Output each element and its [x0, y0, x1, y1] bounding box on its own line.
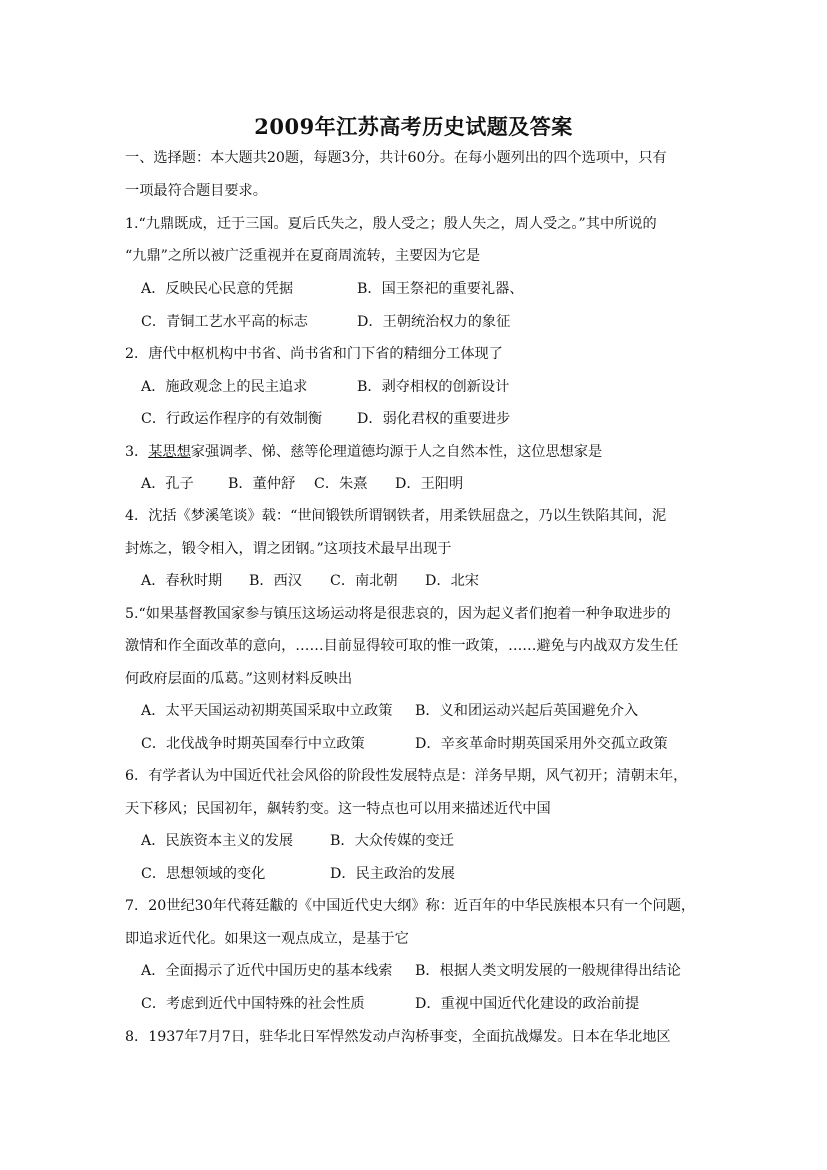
q3-option-c: C．朱熹	[314, 476, 368, 492]
q6-stem-line-1: 6．有学者认为中国近代社会风俗的阶段性发展特点是：洋务早期，风气初开；清朝末年，	[125, 768, 688, 784]
q4-stem-line-2: 封炼之，锻令相入，谓之团钢。”这项技术最早出现于	[125, 541, 452, 557]
q2-option-c: C．行政运作程序的有效制衡	[141, 411, 323, 427]
q1-option-a: A．反映民心民意的凭据	[141, 281, 294, 297]
q2-option-d: D．弱化君权的重要进步	[357, 411, 511, 427]
q4-option-a: A．春秋时期	[141, 573, 223, 589]
q7-option-b: B．根据人类文明发展的一般规律得出结论	[415, 963, 681, 979]
q5-option-c: C．北伐战争时期英国奉行中立政策	[141, 736, 365, 752]
q1-stem-line-2: “九鼎”之所以被广泛重视并在夏商周流转，主要因为它是	[125, 248, 481, 264]
q3-option-b: B．董仲舒	[228, 476, 296, 492]
q4-option-d: D．北宋	[425, 573, 479, 589]
q8-stem-line-1: 8．1937年7月7日，驻华北日军悍然发动卢沟桥事变，全面抗战爆发。日本在华北地区	[125, 1029, 671, 1045]
q2-option-a: A．施政观念上的民主追求	[141, 379, 308, 395]
q5-option-a: A．太平天国运动初期英国采取中立政策	[141, 703, 393, 719]
q4-stem-line-1: 4．沈括《梦溪笔谈》载：“世间锻铁所谓钢铁者，用柔铁屈盘之，乃以生铁陷其间，泥	[125, 508, 667, 524]
q6-stem-line-2: 天下移风；民国初年，飙转豹变。这一特点也可以用来描述近代中国	[125, 801, 551, 817]
q2-option-b: B．剥夺相权的创新设计	[357, 379, 510, 395]
q7-option-d: D．重视中国近代化建设的政治前提	[415, 996, 640, 1012]
q7-option-a: A．全面揭示了近代中国历史的基本线索	[141, 963, 393, 979]
q6-option-a: A．民族资本主义的发展	[141, 833, 294, 849]
q5-stem-line-2: 激情和作全面改革的意向，……目前显得较可取的惟一政策，……避免与内战双方发生任	[125, 638, 679, 654]
q6-option-c: C．思想领域的变化	[141, 866, 266, 882]
intro-line-1: 一、选择题：本大题共20题，每题3分，共计60分。在每小题列出的四个选项中，只有	[125, 150, 667, 166]
q5-stem-line-3: 何政府层面的瓜葛。”这则材料反映出	[125, 671, 353, 687]
q2-stem: 2．唐代中枢机构中书省、尚书省和门下省的精细分工体现了	[125, 346, 503, 362]
q6-option-b: B．大众传媒的变迁	[330, 833, 454, 849]
q3-stem-suffix: 家强调孝、悌、慈等伦理道德均源于人之自然本性，这位思想家是	[190, 444, 603, 460]
q7-option-c: C．考虑到近代中国特殊的社会性质	[141, 996, 365, 1012]
q1-option-d: D．王朝统治权力的象征	[357, 314, 511, 330]
q6-option-d: D．民主政治的发展	[330, 866, 455, 882]
q3-option-d: D．王阳明	[395, 476, 464, 492]
q7-stem-line-1: 7．20世纪30年代蒋廷黻的《中国近代史大纲》称：近百年的中华民族根本只有一个问题，	[125, 898, 696, 914]
q4-option-b: B．西汉	[249, 573, 302, 589]
q5-stem-line-1: 5.“如果基督教国家参与镇压这场运动将是很悲哀的，因为起义者们抱着一种争取进步的	[125, 606, 671, 622]
q3-stem-prefix: 3．	[125, 444, 149, 460]
q7-stem-line-2: 即追求近代化。如果这一观点成立，是基于它	[125, 931, 409, 947]
q5-option-d: D．辛亥革命时期英国采用外交孤立政策	[415, 736, 668, 752]
q1-option-b: B．国王祭祀的重要礼器、	[357, 281, 524, 297]
intro-line-2: 一项最符合题目要求。	[125, 183, 267, 199]
q1-option-c: C．青铜工艺水平高的标志	[141, 314, 308, 330]
q1-stem-line-1: 1.“九鼎既成，迁于三国。夏后氏失之，殷人受之；殷人失之，周人受之。”其中所说的	[125, 216, 657, 232]
q4-option-c: C．南北朝	[330, 573, 398, 589]
q3-stem	[125, 442, 602, 462]
q5-option-b: B．义和团运动兴起后英国避免介入	[415, 703, 639, 719]
q3-option-a: A．孔子	[141, 476, 194, 492]
q3-stem-underlined: 某思想	[148, 444, 191, 460]
page-title: 2009年江苏高考历史试题及答案	[254, 114, 573, 139]
